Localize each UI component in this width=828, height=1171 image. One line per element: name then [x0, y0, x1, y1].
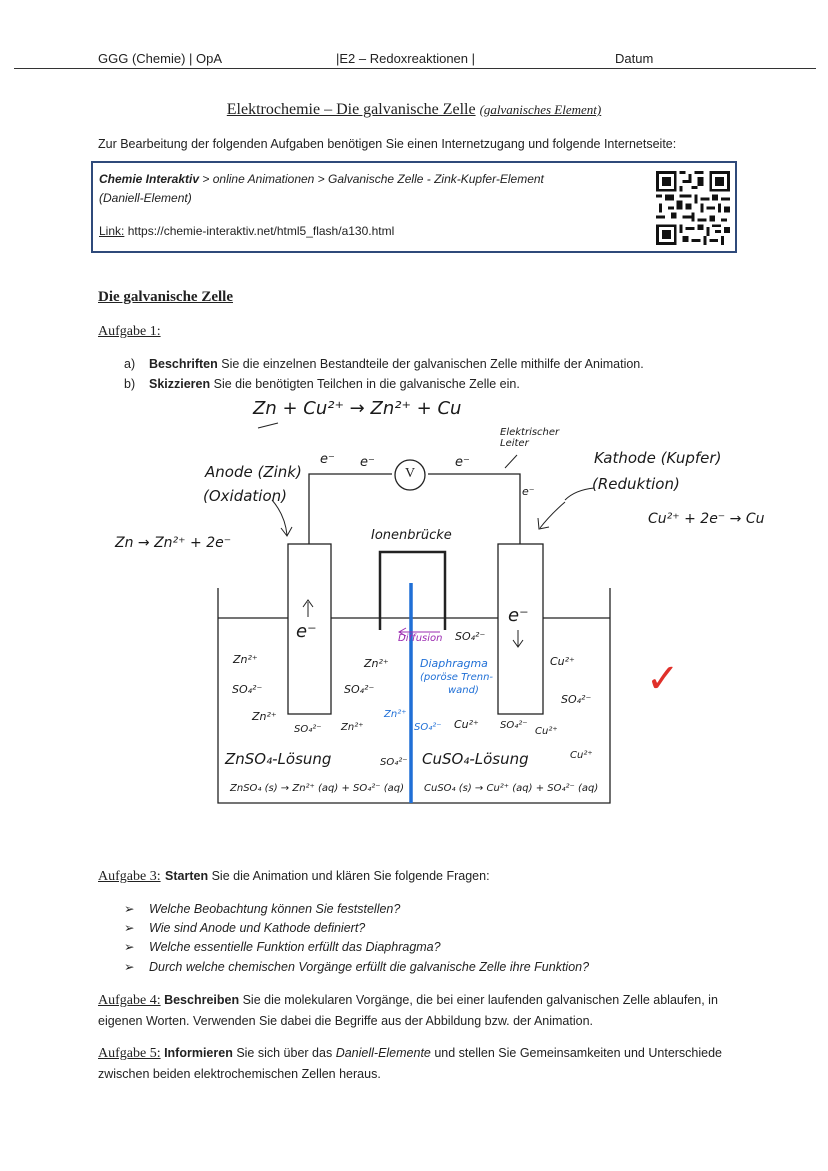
task1-label: Aufgabe 1:: [98, 324, 161, 339]
electron-wire-2: e⁻: [360, 455, 375, 470]
right-ion-5: Cu²⁺: [454, 718, 479, 731]
cathode-equation: Cu²⁺ + 2e⁻ → Cu: [648, 511, 765, 527]
right-solution-label: CuSO₄-Lösung: [422, 750, 529, 768]
left-ion-1: Zn²⁺: [233, 653, 258, 666]
task3-bullet-text: Welche Beobachtung können Sie feststellen?: [149, 902, 401, 916]
task3: [98, 867, 490, 885]
task5-bold: Informieren: [164, 1046, 233, 1060]
intro-text: Zur Bearbeitung der folgenden Aufgaben benötigen Sie einen Internetzugang und folgende Internetseite:: [98, 137, 677, 151]
voltmeter-label: V: [405, 466, 416, 481]
task1-b-prefix: b): [124, 377, 136, 391]
task3-rest: Sie die Animation und klären Sie folgende Fragen:: [208, 869, 490, 883]
electron-wire-3: e⁻: [455, 455, 470, 470]
bullet-arrow-icon: ➢: [124, 921, 135, 935]
header-topic: |E2 – Redoxreaktionen |: [336, 51, 476, 66]
salt-bridge-label: Ionenbrücke: [371, 528, 452, 543]
section-title: Die galvanische Zelle: [98, 289, 233, 305]
bullet-arrow-icon: ➢: [124, 940, 135, 954]
right-ion-2: Cu²⁺: [550, 655, 575, 668]
task1-a-prefix: a): [124, 357, 136, 371]
electron-right: e⁻: [508, 605, 529, 626]
anode-equation: Zn → Zn²⁺ + 2e⁻: [115, 535, 232, 551]
bullet-arrow-icon: ➢: [124, 960, 135, 974]
info-source-bold: Chemie Interaktiv: [99, 172, 200, 186]
bullet-arrow-icon: ➢: [124, 902, 135, 916]
electron-wire-4: e⁻: [522, 485, 535, 498]
task1-b-rest: Sie die benötigten Teilchen in die galvanische Zelle ein.: [210, 377, 520, 391]
task1-a-bold: Beschriften: [149, 357, 218, 371]
task5-label: Aufgabe 5:: [98, 1046, 161, 1061]
electron-left: e⁻: [296, 621, 317, 642]
task1-b-bold: Skizzieren: [149, 377, 211, 391]
task5-rest-1: Sie sich über das: [232, 1046, 336, 1060]
task3-bullet-4: [124, 959, 589, 974]
task5-rest-2: und stellen Sie Gemeinsamkeiten und Unterschiede zwischen beiden elektrochemischen Zellen heraus.: [98, 1046, 723, 1081]
title-sub: (galvanisches Element): [479, 102, 602, 117]
task5-italic: Daniell-Elemente: [335, 1046, 431, 1060]
left-ion-6: SO₄²⁻: [344, 683, 375, 696]
task3-bullet-text: Wie sind Anode und Kathode definiert?: [149, 921, 366, 935]
task3-bullet-text: Welche essentielle Funktion erfüllt das Diaphragma?: [149, 940, 441, 954]
right-ion-3: SO₄²⁻: [561, 693, 592, 706]
right-ion-9: SO₄²⁻: [380, 757, 408, 768]
check-mark-icon: ✓: [646, 656, 680, 702]
task3-bullet-2: [124, 920, 365, 935]
task3-bullet-1: [124, 901, 400, 916]
right-ion-6: SO₄²⁻: [500, 720, 528, 731]
task3-bold: Starten: [165, 869, 209, 883]
anode-pointer-arrow-icon: [272, 500, 292, 536]
reaction-equation: Zn + Cu²⁺ → Zn²⁺ + Cu: [253, 398, 462, 419]
info-path2: (Daniell-Element): [99, 191, 192, 205]
cell-tank: [218, 588, 610, 803]
hand-arrow-icon: [258, 423, 278, 428]
diaphragm-sub: (poröse Trenn-: [420, 672, 494, 683]
header-course: GGG (Chemie) | OpA: [98, 51, 223, 66]
task3-bullet-3: [124, 939, 441, 954]
task3-bullet-text: Durch welche chemischen Vorgänge erfüllt die galvanische Zelle ihre Funktion?: [149, 960, 590, 974]
task4: [98, 990, 738, 1032]
left-ion-5: Zn²⁺: [364, 657, 389, 670]
task4-rest: Sie die molekularen Vorgänge, die bei einer laufenden galvanischen Zelle ablaufen, in eigenen Worten. Verwenden Sie dabei die Begriffe aus der Abbildung bzw. der Animation.: [98, 993, 718, 1028]
wire-label-pointer: [505, 455, 517, 468]
left-solution-label: ZnSO₄-Lösung: [225, 750, 332, 768]
info-link-label: Link:: [99, 224, 125, 238]
task5: [98, 1043, 738, 1085]
left-ion-2: SO₄²⁻: [232, 683, 263, 696]
anode-label: Anode (Zink): [205, 463, 302, 481]
left-ion-8: Zn²⁺: [384, 709, 407, 720]
task4-label: Aufgabe 4:: [98, 993, 161, 1008]
cathode-label-line: [565, 488, 594, 500]
info-path: > online Animationen > Galvanische Zelle - Zink-Kupfer-Element: [199, 172, 544, 186]
anode-sub: (Oxidation): [203, 487, 288, 505]
left-ion-3: Zn²⁺: [252, 710, 277, 723]
right-ion-8: Cu²⁺: [570, 750, 593, 761]
diaphragm-sub2: wand): [448, 685, 479, 696]
diaphragm-label: Diaphragma: [420, 657, 488, 670]
cathode-pointer-arrow-icon: [538, 502, 565, 529]
right-ion-1: SO₄²⁻: [455, 630, 486, 643]
right-ion-4: SO₄²⁻: [414, 722, 442, 733]
task1-a-rest: Sie die einzelnen Bestandteile der galvanischen Zelle mithilfe der Animation.: [217, 357, 644, 371]
task4-bold: Beschreiben: [164, 993, 240, 1007]
diffusion-label: Diffusion: [398, 633, 443, 644]
copper-electrode: [498, 544, 543, 714]
cathode-sub: (Reduktion): [592, 475, 680, 493]
info-link-url[interactable]: https://chemie-interaktiv.net/html5_flash/a130.html: [124, 224, 395, 238]
task3-label: Aufgabe 3:: [98, 869, 161, 884]
left-ion-7: Zn²⁺: [341, 722, 364, 733]
title-main: Elektrochemie – Die galvanische Zelle: [226, 101, 476, 118]
wire-label: Elektrischer Leiter: [500, 427, 560, 449]
right-ion-7: Cu²⁺: [535, 726, 558, 737]
cathode-label: Kathode (Kupfer): [594, 449, 722, 467]
header-date: Datum: [615, 51, 654, 66]
right-dissolution: CuSO₄ (s) → Cu²⁺ (aq) + SO₄²⁻ (aq): [424, 783, 599, 794]
left-dissolution: ZnSO₄ (s) → Zn²⁺ (aq) + SO₄²⁻ (aq): [230, 783, 404, 794]
left-ion-4: SO₄²⁻: [294, 724, 322, 735]
electron-wire-1: e⁻: [320, 452, 335, 467]
